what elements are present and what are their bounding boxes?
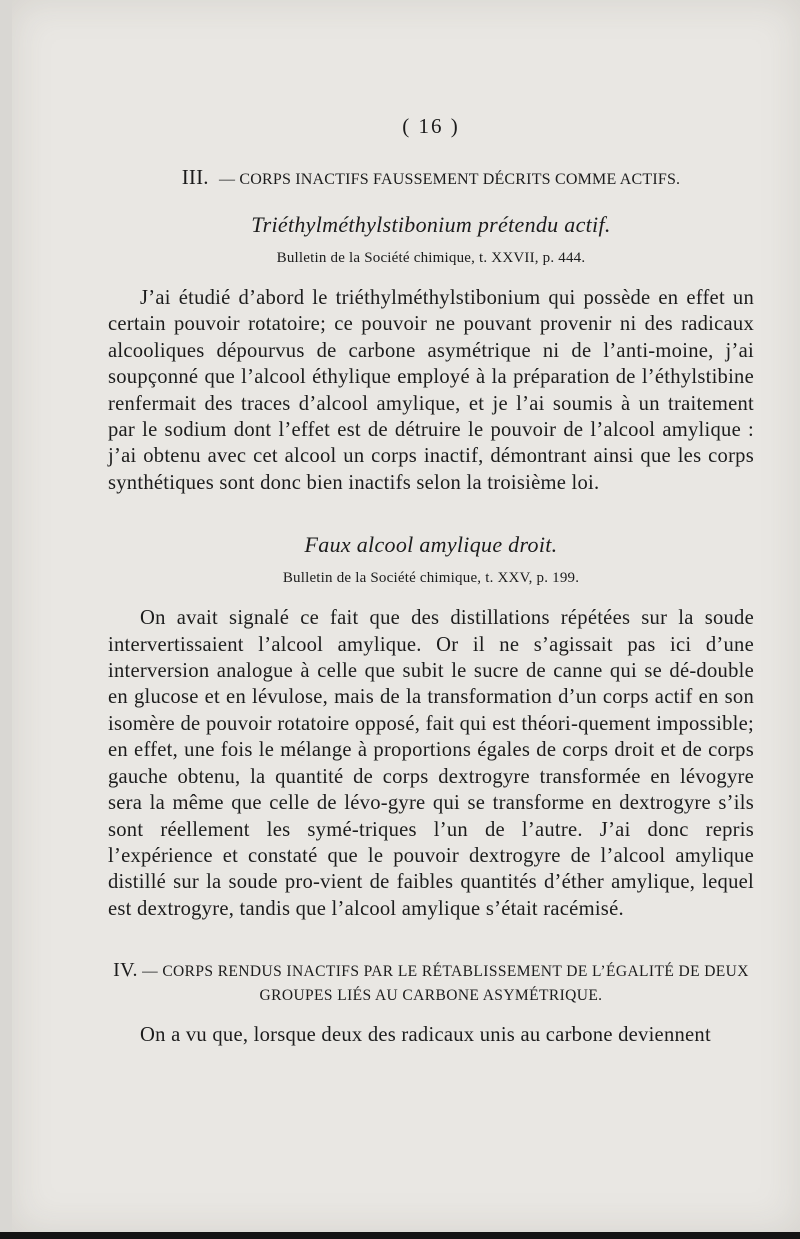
subsection-title-stibonium: Triéthylméthylstibonium prétendu actif. [251, 212, 611, 237]
page-edge-bottom [0, 1232, 800, 1239]
citation-amylique: Bulletin de la Société chimique, t. XXV, p. 199. [282, 570, 580, 587]
section-heading-iii [108, 165, 754, 190]
section-title: CORPS INACTIFS FAUSSEMENT DÉCRITS COMME ACTIFS. [239, 171, 681, 188]
subsection-title-amylique: Faux alcool amylique droit. [304, 532, 558, 558]
section-dash: — [214, 171, 240, 188]
page-content [108, 114, 754, 1049]
section-title: CORPS RENDUS INACTIFS PAR LE RÉTABLISSEMENT DE L’ÉGALITÉ DE DEUX GROUPES LIÉS AU CARBONE ASYMÉTRIQUE. [162, 963, 749, 1005]
page-edge-left [0, 0, 12, 1239]
citation-stibonium: Bulletin de la Société chimique, t. XXVII, p. 444. [276, 250, 586, 266]
paragraph-closing: On a vu que, lorsque deux des radicaux unis au carbone deviennent [140, 1024, 711, 1047]
section-heading-iv [108, 958, 754, 1008]
paragraph-amylique: On avait signalé ce fait que des distillations répétées sur la soude intervertissaient l’alcool amylique. Or il ne s’agissait pas ici d’une interversion analogue à celle que subit le sucre de canne qui se dé-double en glucose et en lévulose, mais de la transformation d’un corps actif en son isomère de pouvoir rotatoire opposé, fait qui est théori-quement impossible; en effet, une fois le mélange à proportions égales de corps droit et de corps gauche obtenu, la quantité de corps dextrogyre transformée en lévogyre sera la même que celle de lévo-gyre qui se transforme en dextrogyre s’ils sont réellement les symé-triques l’un de l’autre. J’ai donc repris l’expérience et constaté que le pouvoir dextrogyre de l’alcool amylique distillé sur la soude pro-vient de faibles quantités d’éther amylique, lequel est dextrogyre, tandis que l’alcool amylique s’était racémisé. [108, 607, 754, 920]
section-numeral: III. [181, 165, 209, 189]
paragraph-stibonium: J’ai étudié d’abord le triéthylméthylstibonium qui possède en effet un certain pouvoir rotatoire; ce pouvoir ne pouvant provenir ni des radicaux alcooliques dépourvus de carbone asymétrique ni de l’anti-moine, j’ai soupçonné que l’alcool éthylique employé à la préparation de l’éthylstibine renfermait des traces d’alcool amylique, et je l’ai soumis à un traitement par le sodium dont l’effet est de détruire le pouvoir de l’alcool amylique : j’ai obtenu avec cet alcool un corps inactif, démontrant ainsi que les corps synthétiques sont donc bien inactifs selon la troisième loi. [108, 287, 754, 494]
page-number: ( 16 ) [402, 114, 460, 138]
section-dash: — [137, 963, 163, 981]
book-page [12, 0, 800, 1232]
section-numeral: IV. [113, 959, 138, 982]
